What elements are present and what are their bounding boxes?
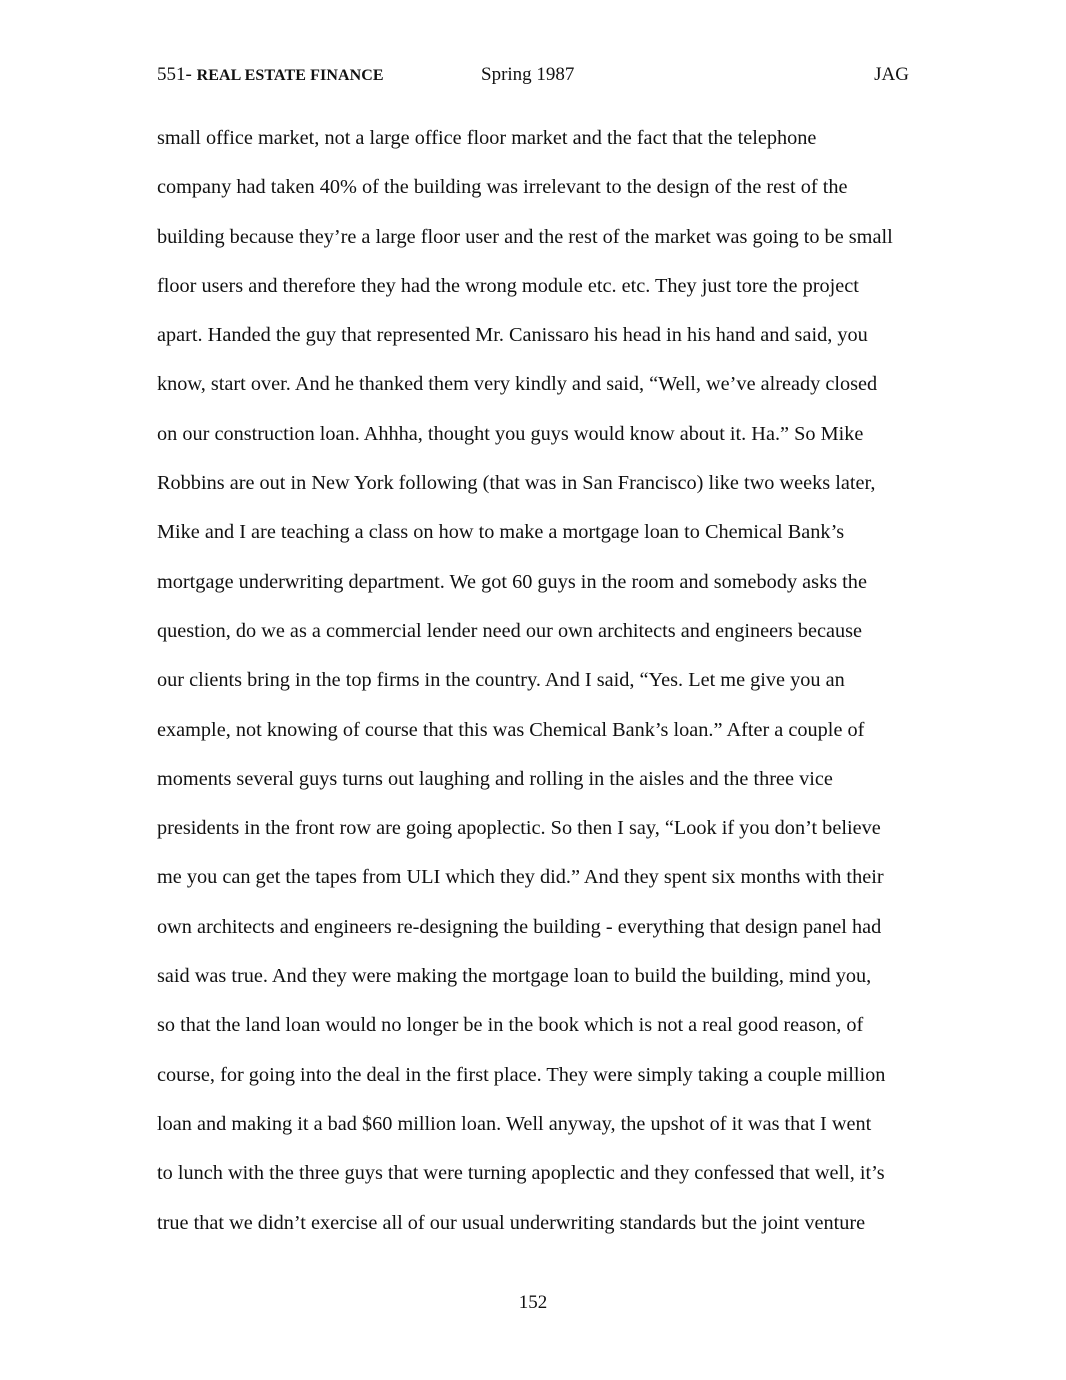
text-line: apart. Handed the guy that represented Mr. Canissaro his head in his hand and said, you xyxy=(157,324,868,347)
text-line: mortgage underwriting department. We got 60 guys in the room and somebody asks the xyxy=(157,570,867,593)
text-line: loan and making it a bad $60 million loan. Well anyway, the upshot of it was that I went xyxy=(157,1112,872,1135)
text-line: company had taken 40% of the building was irrelevant to the design of the rest of the xyxy=(157,176,848,199)
text-line: presidents in the front row are going apoplectic. So then I say, “Look if you don’t believe xyxy=(157,817,881,840)
text-line: so that the land loan would no longer be in the book which is not a real good reason, of xyxy=(157,1014,864,1037)
text-line: know, start over. And he thanked them very kindly and said, “Well, we’ve already closed xyxy=(157,373,878,396)
course-number: 551- xyxy=(157,64,192,85)
text-line: question, do we as a commercial lender need our own architects and engineers because xyxy=(157,619,863,642)
course-title: REAL ESTATE FINANCE xyxy=(196,67,384,84)
header-initials: JAG xyxy=(874,64,909,85)
text-line: on our construction loan. Ahhha, thought you guys would know about it. Ha.” So Mike xyxy=(157,422,864,445)
text-line: building because they’re a large floor user and the rest of the market was going to be small xyxy=(157,225,893,248)
page-number: 152 xyxy=(518,1292,548,1313)
text-line: Mike and I are teaching a class on how to make a mortgage loan to Chemical Bank’s xyxy=(157,521,845,544)
text-line: example, not knowing of course that this was Chemical Bank’s loan.” After a couple of xyxy=(157,718,865,741)
text-line: true that we didn’t exercise all of our usual underwriting standards but the joint venture xyxy=(157,1211,866,1234)
text-line: Robbins are out in New York following (that was in San Francisco) like two weeks later, xyxy=(157,472,876,495)
text-line: our clients bring in the top firms in the country. And I said, “Yes. Let me give you an xyxy=(157,669,845,692)
text-line: course, for going into the deal in the first place. They were simply taking a couple million xyxy=(157,1063,886,1086)
text-line: me you can get the tapes from ULI which they did.” And they spent six months with their xyxy=(157,866,884,889)
text-line: moments several guys turns out laughing and rolling in the aisles and the three vice xyxy=(157,767,833,790)
text-line: small office market, not a large office floor market and the fact that the telephone xyxy=(157,127,817,149)
header-course xyxy=(157,64,384,86)
page-header xyxy=(157,64,909,90)
text-line: own architects and engineers re-designing the building - everything that design panel had xyxy=(157,915,882,938)
text-line: floor users and therefore they had the wrong module etc. etc. They just tore the project xyxy=(157,274,859,297)
text-line: said was true. And they were making the mortgage loan to build the building, mind you, xyxy=(157,965,872,988)
text-line: to lunch with the three guys that were turning apoplectic and they confessed that well, it’s xyxy=(157,1162,885,1185)
body-text xyxy=(157,122,917,1256)
header-term: Spring 1987 xyxy=(481,64,575,85)
